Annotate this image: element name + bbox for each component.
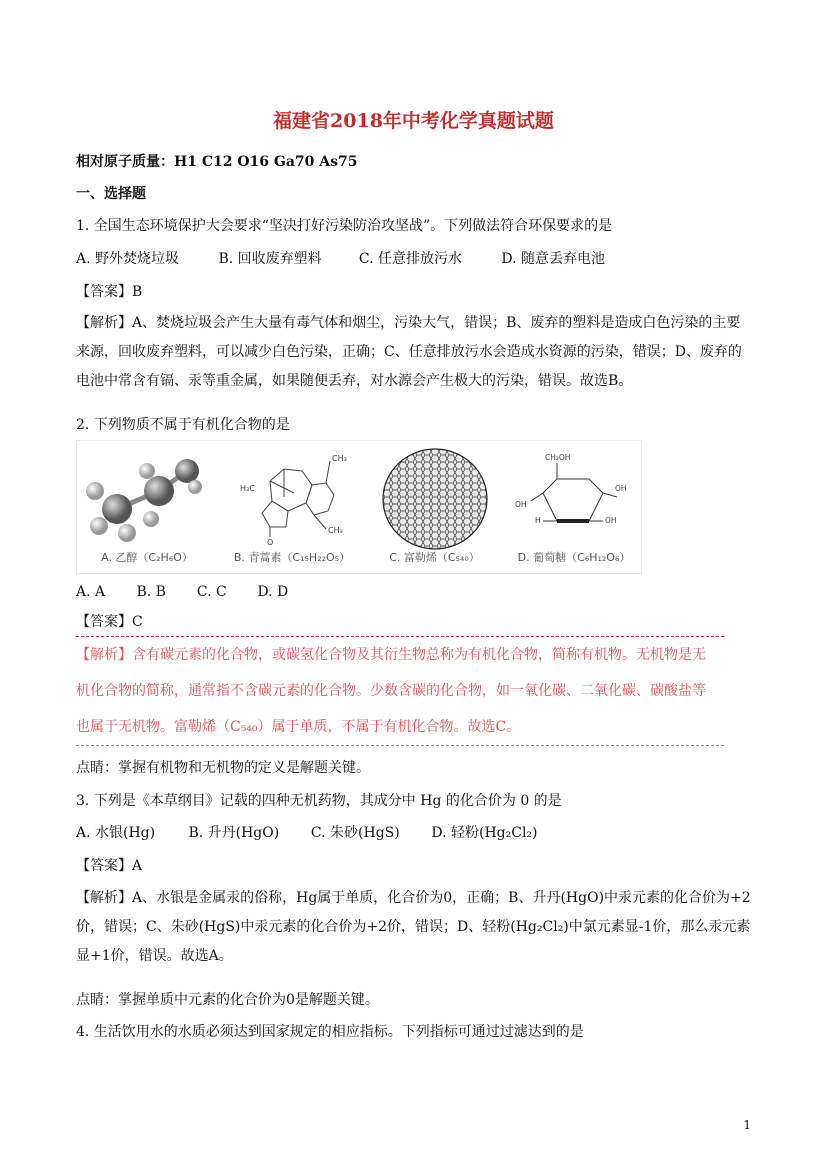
question-1-stem: 1. 全国生态环境保护大会要求“坚决打好污染防治攻坚战”。下列做法符合环保要求的是 — [76, 218, 613, 234]
question-4-stem: 4. 生活饮用水的水质必须达到国家规定的相应指标。下列指标可通过过滤达到的是 — [76, 1024, 584, 1040]
question-3-answer: 【答案】A — [76, 858, 143, 874]
option-c: C. 任意排放污水 — [358, 251, 463, 267]
option-b: B. B — [136, 584, 166, 600]
b-h3c-label: H₃C — [240, 484, 255, 493]
caption-d: D. 葡萄糖（C₆H₁₂O₆） — [517, 551, 631, 564]
option-d: D. 随意丢弃电池 — [501, 251, 605, 267]
question-2-options — [76, 582, 288, 602]
artemisinin-figure — [222, 441, 362, 573]
ethanol-model-icon — [77, 441, 217, 551]
b-ch3-right-label: CH₃ — [328, 526, 343, 535]
fullerene-figure — [367, 441, 502, 573]
section-heading: 一、选择题 — [76, 186, 146, 202]
option-c: C. C — [196, 584, 227, 600]
d-ch2oh-label: CH₂OH — [545, 453, 571, 462]
option-d: D. D — [257, 584, 289, 600]
analysis-line-3: 也属于无机物。富勒烯（C₅₄₀）属于单质，不属于有机化合物。故选C。 — [76, 719, 521, 735]
question-3-stem: 3. 下列是《本草纲目》记载的四种无机药物，其成分中 Hg 的化合价为 0 的是 — [76, 793, 562, 809]
molecule-figure — [76, 440, 642, 574]
d-oh3-label: OH — [605, 516, 617, 525]
option-c: C. 朱砂(HgS) — [310, 825, 400, 841]
option-b: B. 升丹(HgO) — [188, 825, 280, 841]
glucose-figure — [507, 441, 641, 573]
d-h-label: H — [535, 516, 541, 525]
caption-a: A. 乙醇（C₂H₆O） — [101, 551, 193, 564]
option-d: D. 轻粉(Hg₂Cl₂) — [431, 825, 538, 841]
d-oh1-label: OH — [515, 500, 527, 509]
option-a: A. 野外焚烧垃圾 — [76, 251, 180, 267]
question-1-answer: 【答案】B — [76, 284, 143, 300]
b-ch3-top-label: CH₃ — [332, 454, 347, 463]
question-2-tip: 点睛：掌握有机物和无机物的定义是解题关键。 — [76, 760, 370, 776]
caption-b: B. 青蒿素（C₁₅H₂₂O₅） — [233, 551, 351, 564]
question-3-tip: 点睛：掌握单质中元素的化合价为0是解题关键。 — [76, 992, 379, 1008]
page-number: 1 — [743, 1118, 751, 1132]
atomic-masses: 相对原子质量：H1 C12 O16 Ga70 As75 — [76, 154, 358, 170]
artemisinin-structure-icon — [222, 441, 362, 551]
option-a: A. 水银(Hg) — [76, 825, 156, 841]
question-3-options — [76, 823, 538, 843]
ethanol-figure — [77, 441, 217, 573]
question-1-analysis: 【解析】A、焚烧垃圾会产生大量有毒气体和烟尘，污染大气，错误；B、废弃的塑料是造成白色污染的主要来源，回收废弃塑料，可以减少白色污染，正确；C、任意排放污水会造成水资源的污染，错误；D、废弃的电池中常含有镉、汞等重金属，如果随便丢弃，对水源会产生极大的污染，错误。故选B。 — [76, 315, 742, 389]
option-b: B. 回收废弃塑料 — [218, 251, 322, 267]
d-oh2-label: OH — [615, 484, 627, 493]
analysis-line-2: 机化合物的简称，通常指不含碳元素的化合物。少数含碳的化合物，如一氧化碳、二氧化碳、碳酸盐等 — [76, 683, 706, 699]
question-2-stem: 2. 下列物质不属于有机化合物的是 — [76, 417, 290, 433]
question-2-answer: 【答案】C — [76, 614, 143, 630]
analysis-line-1: 【解析】含有碳元素的化合物，或碳氢化合物及其衍生物总称为有机化合物，简称有机物。无机物是无 — [76, 647, 706, 663]
page-title: 福建省2018年中考化学真题试题 — [273, 110, 554, 132]
b-o-label: O — [267, 538, 274, 547]
caption-c: C. 富勒烯（C₅₄₀） — [389, 551, 480, 564]
glucose-structure-icon — [507, 441, 641, 551]
question-1-options — [76, 249, 605, 269]
option-a: A. A — [76, 584, 106, 600]
question-2-analysis — [76, 636, 724, 746]
fullerene-cage-icon — [367, 441, 502, 553]
question-3-analysis: 【解析】A、水银是金属汞的俗称，Hg属于单质，化合价为0，正确；B、升丹(HgO)中汞元素的化合价为+2价，错误；C、朱砂(HgS)中汞元素的化合价为+2价，错误；D、轻粉(Hg₂Cl₂)中氯元素显-1价，那么汞元素显+1价，错误。故选A。 — [76, 890, 751, 964]
